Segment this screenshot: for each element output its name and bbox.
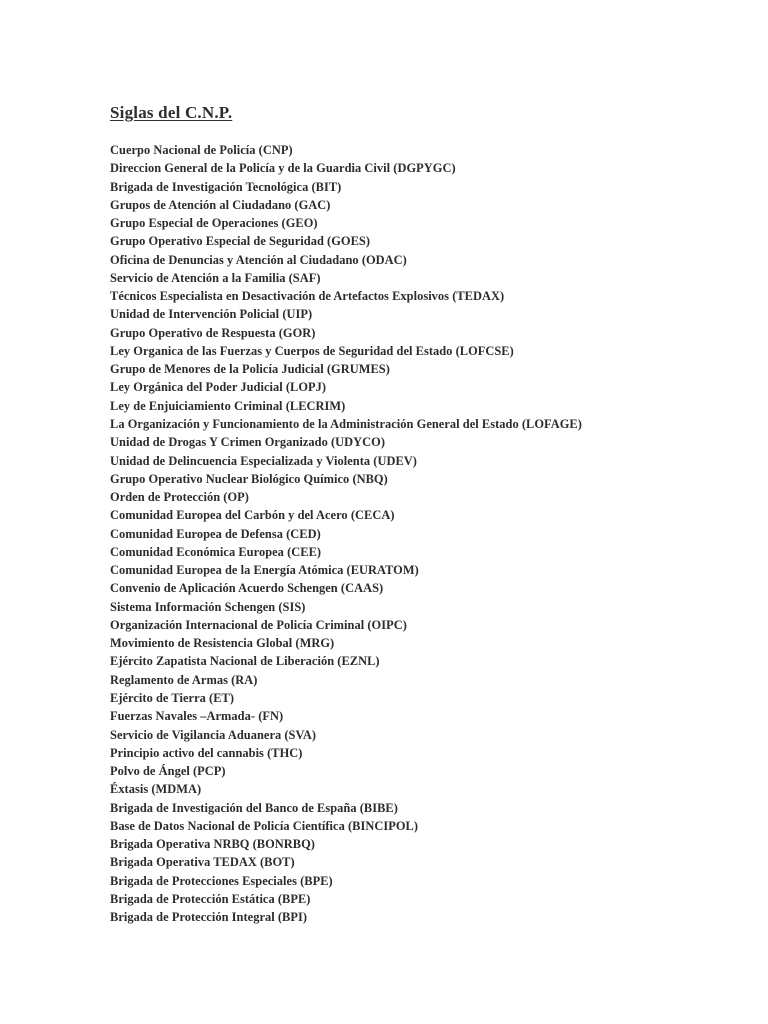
list-item: Brigada de Protecciones Especiales (BPE) [110, 873, 333, 888]
list-item: Brigada de Protección Estática (BPE) [110, 891, 311, 906]
list-item: Brigada Operativa TEDAX (BOT) [110, 855, 295, 870]
list-item: Ley de Enjuiciamiento Criminal (LECRIM) [110, 398, 346, 413]
list-item: Comunidad Europea de la Energía Atómica (EURATOM) [110, 563, 419, 578]
list-item: Grupo Especial de Operaciones (GEO) [110, 216, 318, 231]
list-item: Servicio de Atención a la Familia (SAF) [110, 270, 321, 285]
list-item: Movimiento de Resistencia Global (MRG) [110, 636, 335, 651]
list-item: Unidad de Drogas Y Crimen Organizado (UDYCO) [110, 435, 386, 450]
list-item: Técnicos Especialista en Desactivación de Artefactos Explosivos (TEDAX) [110, 289, 505, 304]
list-item: Direccion General de la Policía y de la Guardia Civil (DGPYGC) [110, 161, 456, 176]
list-item: Ejército de Tierra (ET) [110, 690, 234, 705]
list-item: Comunidad Europea de Defensa (CED) [110, 526, 321, 541]
list-item: Grupos de Atención al Ciudadano (GAC) [110, 197, 331, 212]
list-item: Ley Orgánica del Poder Judicial (LOPJ) [110, 380, 327, 395]
list-item: La Organización y Funcionamiento de la Administración General del Estado (LOFAGE) [110, 416, 582, 431]
list-item: Base de Datos Nacional de Policía Científica (BINCIPOL) [110, 818, 419, 833]
document-title: Siglas del C.N.P. [110, 103, 233, 122]
list-item: Servicio de Vigilancia Aduanera (SVA) [110, 727, 317, 742]
list-item: Convenio de Aplicación Acuerdo Schengen (CAAS) [110, 581, 384, 596]
list-item: Brigada Operativa NRBQ (BONRBQ) [110, 837, 315, 852]
list-item: Organización Internacional de Policía Criminal (OIPC) [110, 617, 407, 632]
acronym-list [110, 141, 730, 926]
list-item: Oficina de Denuncias y Atención al Ciudadano (ODAC) [110, 252, 407, 267]
list-item: Comunidad Económica Europea (CEE) [110, 544, 322, 559]
list-item: Grupo Operativo Especial de Seguridad (GOES) [110, 234, 371, 249]
list-item: Unidad de Intervención Policial (UIP) [110, 307, 313, 322]
list-item: Sistema Información Schengen (SIS) [110, 599, 306, 614]
list-item: Fuerzas Navales –Armada- (FN) [110, 709, 284, 724]
list-item: Reglamento de Armas (RA) [110, 672, 258, 687]
list-item: Cuerpo Nacional de Policía (CNP) [110, 143, 293, 157]
list-item: Comunidad Europea del Carbón y del Acero (CECA) [110, 508, 395, 523]
list-item: Principio activo del cannabis (THC) [110, 745, 303, 760]
list-item: Brigada de Investigación del Banco de España (BIBE) [110, 800, 398, 815]
list-item: Éxtasis (MDMA) [110, 782, 202, 797]
list-item: Unidad de Delincuencia Especializada y Violenta (UDEV) [110, 453, 417, 468]
list-item: Brigada de Investigación Tecnológica (BIT) [110, 179, 342, 194]
list-item: Grupo Operativo Nuclear Biológico Químico (NBQ) [110, 471, 388, 486]
list-item: Orden de Protección (OP) [110, 490, 249, 505]
list-item: Polvo de Ángel (PCP) [110, 764, 226, 779]
list-item: Grupo de Menores de la Policía Judicial (GRUMES) [110, 362, 390, 377]
list-item: Grupo Operativo de Respuesta (GOR) [110, 325, 316, 340]
list-item: Ejército Zapatista Nacional de Liberación (EZNL) [110, 654, 380, 669]
list-item: Ley Organica de las Fuerzas y Cuerpos de Seguridad del Estado (LOFCSE) [110, 343, 514, 358]
list-item: Brigada de Protección Integral (BPI) [110, 910, 308, 925]
